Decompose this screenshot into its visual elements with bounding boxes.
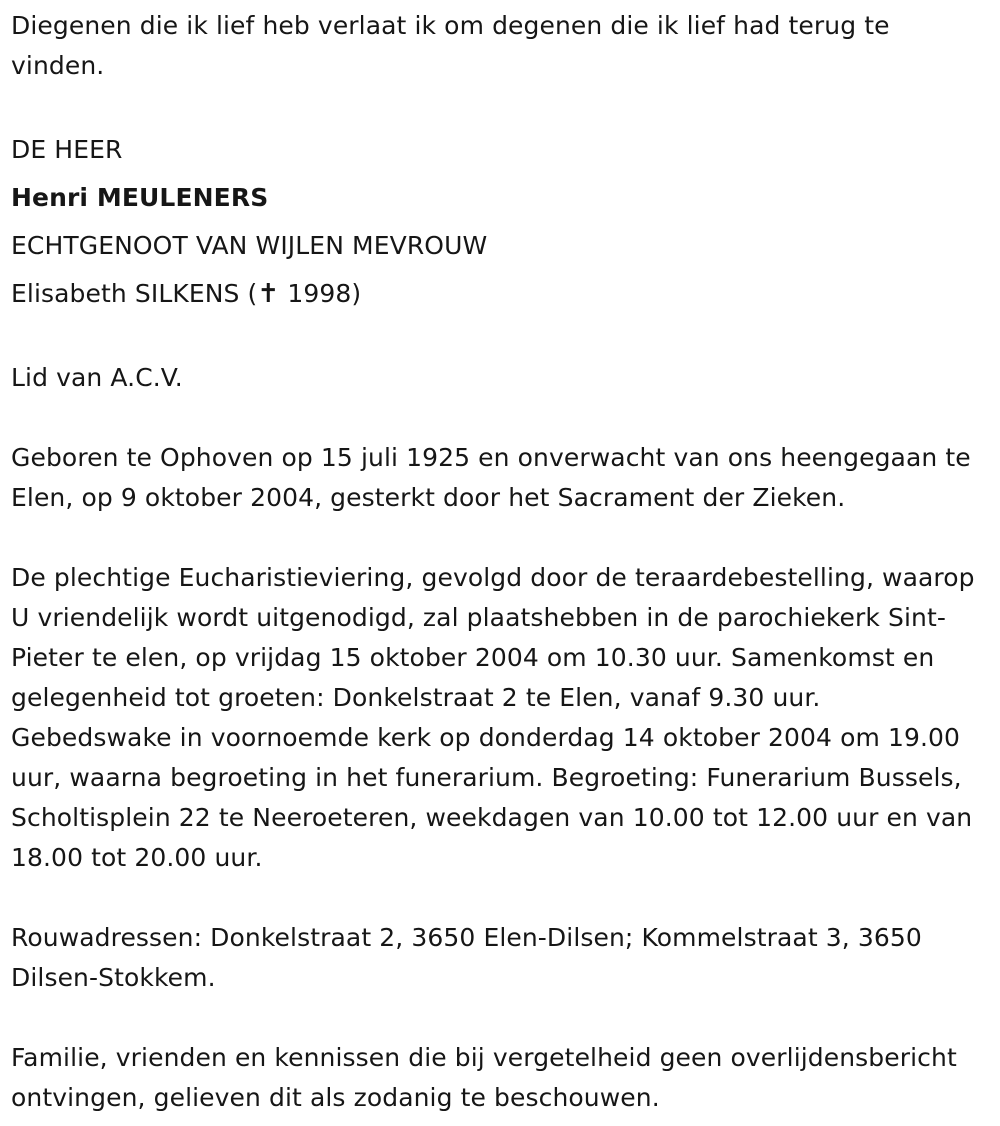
spouse-death-year: 1998) xyxy=(287,279,362,308)
closing-text: Familie, vrienden en kennissen die bij vergetelheid geen overlijdensbericht ontvingen, gelieven dit als zodanig te beschouwen. xyxy=(11,1043,957,1112)
spacer xyxy=(11,86,988,126)
motto-text: Diegenen die ik lief heb verlaat ik om degenen die ik lief had terug te vinden. xyxy=(11,11,890,80)
membership-text: Lid van A.C.V. xyxy=(11,363,183,392)
spacer xyxy=(11,318,988,358)
spacer xyxy=(11,398,988,438)
ceremony-text: De plechtige Eucharistieviering, gevolgd door de teraardebestelling, waarop U vriendelijk wordt uitgenodigd, zal plaatshebben in de parochiekerk Sint-Pieter te elen, op vrijdag 15 oktober 2004 om 10.30 uur. Samenkomst en gelegenheid tot groeten: Donkelstraat 2 te Elen, vanaf 9.30 uur. Gebedswake in voornoemde kerk op donderdag 14 oktober 2004 om 19.00 uur, waarna begroeting in het funerarium. Begroeting: Funerarium Bussels, Scholtisplein 22 te Neeroeteren, weekdagen van 10.00 tot 12.00 uur en van 18.00 tot 20.00 uur. xyxy=(11,563,975,872)
honorific-title: DE HEER xyxy=(11,135,123,164)
spouse-name: Elisabeth SILKENS ( xyxy=(11,279,258,308)
spouse-line xyxy=(11,270,988,318)
deceased-name: Henri MEULENERS xyxy=(11,183,269,212)
spacer xyxy=(11,518,988,558)
addresses-text: Rouwadressen: Donkelstraat 2, 3650 Elen-Dilsen; Kommelstraat 3, 3650 Dilsen-Stokkem. xyxy=(11,923,922,992)
spacer xyxy=(11,998,988,1038)
spouse-intro: ECHTGENOOT VAN WIJLEN MEVROUW xyxy=(11,231,488,260)
spacer xyxy=(11,878,988,918)
cross-icon: ✝ xyxy=(257,279,280,309)
birth-death-text: Geboren te Ophoven op 15 juli 1925 en onverwacht van ons heengegaan te Elen, op 9 oktober 2004, gesterkt door het Sacrament der Zieken. xyxy=(11,443,971,512)
